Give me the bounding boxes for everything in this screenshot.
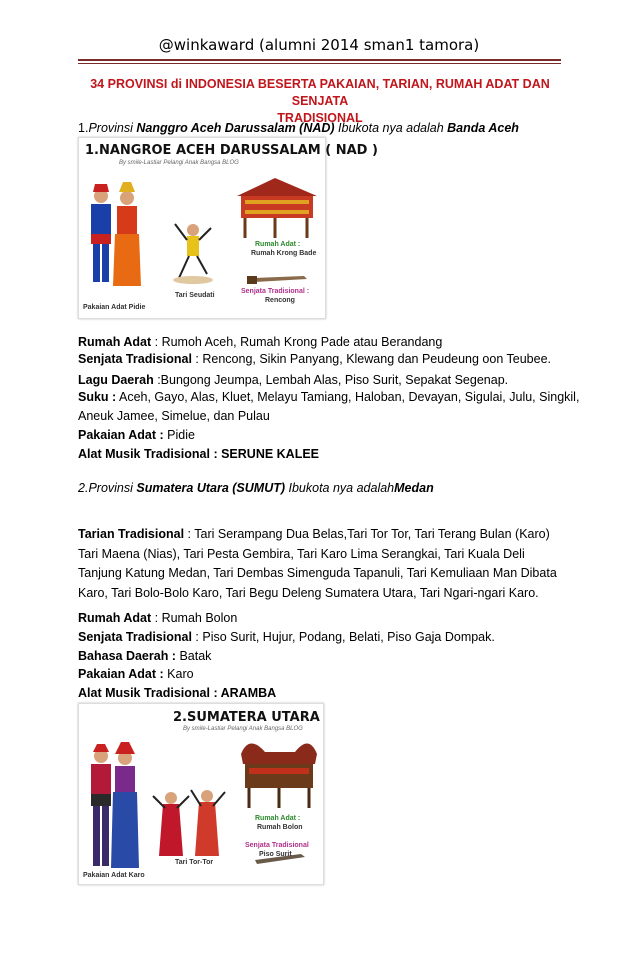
header-rule-thin [78, 63, 561, 64]
nad-suku: Suku : Aceh, Gayo, Alas, Kluet, Melayu Tamiang, Haloban, Devayan, Sigulai, Julu, Singkil, [78, 390, 580, 404]
section1-heading: 1.Provinsi Nanggro Aceh Darussalam (NAD) Ibukota nya adalah Banda Aceh [78, 121, 519, 135]
nad-pakaian: Pakaian Adat : Pidie [78, 428, 195, 442]
sumut-senjata: Senjata Tradisional : Piso Surit, Hujur, Podang, Belati, Piso Gaja Dompak. [78, 630, 495, 644]
nad-alat-musik: Alat Musik Tradisional : SERUNE KALEE [78, 447, 320, 461]
nad-senjata: Senjata Tradisional : Rencong, Sikin Panyang, Klewang dan Peudeung oon Teubee. [78, 352, 552, 366]
sumut-bahasa: Bahasa Daerah : Batak [78, 649, 212, 663]
sumut-pakaian: Pakaian Adat : Karo [78, 667, 194, 681]
page-header: @winkaward (alumni 2014 sman1 tamora) [158, 36, 480, 54]
nad-rumah-adat: Rumah Adat : Rumoh Aceh, Rumah Krong Pade atau Berandang [78, 335, 443, 349]
header-rule [78, 59, 561, 61]
sumut-alat-musik: Alat Musik Tradisional : ARAMBA [78, 686, 277, 700]
sumut-illustration: 2.SUMATERA UTARA By smile-Lastiar Pelangi Anak Bangsa BLOG Pakaian Adat Karo Tari Tor-Tor Rumah Adat : Rumah Bolon Senjata Tradisional Piso Surit [78, 703, 324, 885]
document-title: 34 PROVINSI di INDONESIA BESERTA PAKAIAN, TARIAN, RUMAH ADAT DAN SENJATA TRADISIONAL [90, 77, 550, 125]
sumut-tarian: Tarian Tradisional : Tari Serampang Dua Belas,Tari Tor Tor, Tari Terang Bulan (Karo) Tari Maena (Nias), Tari Pesta Gembira, Tari Karo Lima Serangkai, Tari Kuala Deli Tanjung Katung Medan, Tari Dembas Simenguda Tapanuli, Tari Kemuliaan Man Dibata Karo, Tari Bolo-Bolo Karo, Tari Begu Deleng Sumatera Utara, Tari Ngari-ngari Karo. [78, 527, 557, 600]
section2-heading: 2.Provinsi Sumatera Utara (SUMUT) Ibukota nya adalahMedan [78, 481, 434, 495]
nad-lagu: Lagu Daerah :Bungong Jeumpa, Lembah Alas, Piso Surit, Sepakat Segenap. [78, 373, 509, 387]
sumut-rumah-adat: Rumah Adat : Rumah Bolon [78, 611, 238, 625]
nad-suku-cont: Aneuk Jamee, Simelue, dan Pulau [78, 409, 270, 423]
nad-illustration: 1.NANGROE ACEH DARUSSALAM ( NAD ) By smile-Lastiar Pelangi Anak Bangsa BLOG Pakaian Adat Pidie Tari Seudati Rumah Adat : Rumah Krong Bade Senjata Tradisional : Rencong [78, 137, 326, 319]
